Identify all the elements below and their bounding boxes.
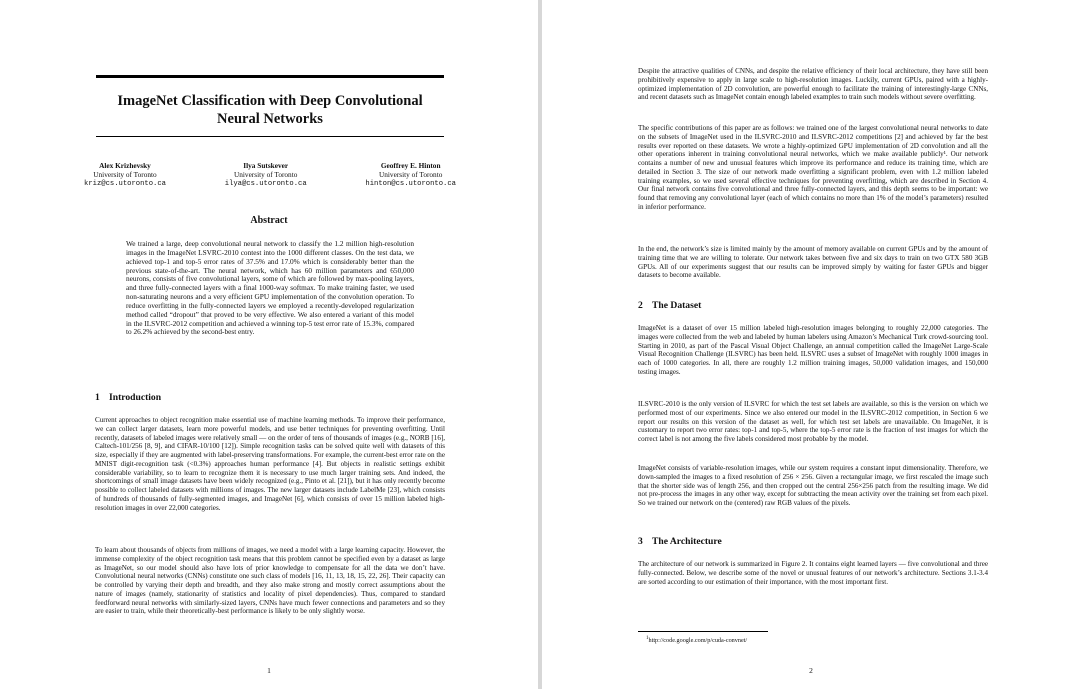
footnote-url[interactable]: http://code.google.com/p/cuda-convnet/ [648,637,748,645]
intro-paragraph-5: In the end, the network’s size is limited mainly by the amount of memory available on current GPUs and by the amount of training time that we are willing to tolerate. Our network takes between five and six days to train on two GTX 580 3GB GPUs. All of our experiments suggest that our results can be improved simply by waiting for faster GPUs and bigger datasets to become available. [638,245,988,280]
author-affiliation: University of Toronto [233,170,298,180]
architecture-paragraph: The architecture of our network is summarized in Figure 2. It contains eight learned layers — five convolutional and three fully-connected. Below, we describe some of the novel or unusual features of our network’s architecture. Sections 3.1-3.4 are sorted according to our estimation of their importance, with the most important first. [638,560,988,586]
footnote-mark: 1 [646,636,649,641]
footnote [646,636,747,644]
section-number: 2 [638,300,643,311]
intro-paragraph-4: The specific contributions of this paper are as follows: we trained one of the largest convolutional neural networks to date on the subsets of ImageNet used in the ILSVRC-2010 and ILSVRC-2012 competitions [2] and achieved by far the best results ever reported on these datasets. We wrote a highly-optimized GPU implementation of 2D convolution and all the other operations inherent in training convolutional neural networks, which we make available publicly¹. Our network contains a number of new and unusual features which improve its performance and reduce its training time, which are detailed in Section 3. The size of our network made overfitting a significant problem, even with 1.2 million labeled training examples, so we used several effective techniques for preventing overfitting, which are described in Section 4. Our final network contains five convolutional and three fully-connected layers, and this depth seems to be important: we found that removing any convolutional layer (each of which contains no more than 1% of the model’s parameters) resulted in inferior performance. [638,124,988,211]
author-block [84,161,456,189]
author-email: kriz@cs.utoronto.ca [84,179,166,188]
intro-paragraph-3: Despite the attractive qualities of CNNs, and despite the relative efficiency of their local architecture, they have still been prohibitively expensive to apply in large scale to high-resolution images. Luckily, current GPUs, paired with a highly-optimized implementation of 2D convolution, are powerful enough to facilitate the training of interestingly-large CNNs, and recent datasets such as ImageNet contain enough labeled examples to train such models without severe overfitting. [638,67,988,102]
section-heading-architecture [638,536,722,547]
intro-paragraph-1: Current approaches to object recognition make essential use of machine learning methods. To improve their performance, we can collect larger datasets, learn more powerful models, and use better techniques for preventing overfitting. Until recently, datasets of labeled images were relatively small — on the order of tens of thousands of images (e.g., NORB [16], Caltech-101/256 [8, 9], and CIFAR-10/100 [12]). Simple recognition tasks can be solved quite well with datasets of this size, especially if they are augmented with label-preserving transformations. For example, the current-best error rate on the MNIST digit-recognition task (<0.3%) approaches human performance [4]. But objects in realistic settings exhibit considerable variability, so to learn to recognize them it is necessary to use much larger training sets. And indeed, the shortcomings of small image datasets have been widely recognized (e.g., Pinto et al. [21]), but it has only recently become possible to collect labeled datasets with millions of images. The new larger datasets include LabelMe [23], which consists of hundreds of thousands of fully-segmented images, and ImageNet [6], which consists of over 15 million labeled high-resolution images in over 22,000 categories. [95,416,445,512]
dataset-paragraph-1: ImageNet is a dataset of over 15 million labeled high-resolution images belonging to roughly 22,000 categories. The images were collected from the web and labeled by human labelers using Amazon’s Mechanical Turk crowd-sourcing tool. Starting in 2010, as part of the Pascal Visual Object Challenge, an annual competition called the ImageNet Large-Scale Visual Recognition Challenge (ILSVRC) has been held. ILSVRC uses a subset of ImageNet with roughly 1000 images in each of 1000 categories. In all, there are roughly 1.2 million training images, 50,000 validation images, and 150,000 testing images. [638,324,988,376]
author-name: Geoffrey E. Hinton [380,161,441,170]
author-affiliation: University of Toronto [93,170,157,180]
footnote-rule [638,631,768,632]
section-number: 1 [95,392,100,403]
intro-paragraph-2: To learn about thousands of objects from millions of images, we need a model with a large learning capacity. However, the immense complexity of the object recognition task means that this problem cannot be specified even by a dataset as large as ImageNet, so our model should also have lots of prior knowledge to compensate for all the data we don’t have. Convolutional neural networks (CNNs) constitute one such class of models [16, 11, 13, 18, 15, 22, 26]. Their capacity can be controlled by varying their depth and breadth, and they also make strong and mostly correct assumptions about the nature of images (namely, stationarity of statistics and locality of pixel dependencies). Thus, compared to standard feedforward neural networks with similarly-sized layers, CNNs have much fewer connections and parameters and so they are easier to train, while their theoretically-best performance is likely to be only slightly worse. [95,546,445,616]
dataset-paragraph-3: ImageNet consists of variable-resolution images, while our system requires a constant input dimensionality. Therefore, we down-sampled the images to a fixed resolution of 256 × 256. Given a rectangular image, we first rescaled the image such that the shorter side was of length 256, and then cropped out the central 256×256 patch from the resulting image. We did not pre-process the images in any other way, except for subtracting the mean activity over the training set from each pixel. So we trained our network on the (centered) raw RGB values of the pixels. [638,464,988,507]
section-title: The Dataset [652,300,702,311]
author-1 [84,161,166,189]
dataset-paragraph-2: ILSVRC-2010 is the only version of ILSVRC for which the test set labels are available, so this is the version on which we performed most of our experiments. Since we also entered our model in the ILSVRC-2012 competition, in Section 6 we report our results on this version of the dataset as well, for which test set labels are unavailable. On ImageNet, it is customary to report two error rates: top-1 and top-5, where the top-5 error rate is the fraction of test images for which the correct label is not among the five labels considered most probable by the model. [638,400,988,443]
paper-title: ImageNet Classification with Deep Convolutional Neural Networks [117,93,423,127]
section-number: 3 [638,536,643,547]
page-number: 2 [809,666,813,675]
section-title: The Architecture [652,536,722,547]
paper-page-2 [542,0,1080,689]
abstract-heading: Abstract [250,215,288,226]
abstract-text: We trained a large, deep convolutional neural network to classify the 1.2 million high-resolution images in the ImageNet LSVRC-2010 contest into the 1000 different classes. On the test data, we achieved top-1 and top-5 error rates of 37.5% and 17.0% which is considerably better than the previous state-of-the-art. The neural network, which has 60 million parameters and 650,000 neurons, consists of five convolutional layers, some of which are followed by max-pooling layers, and three fully-connected layers with a final 1000-way softmax. To make training faster, we used non-saturating neurons and a very efficient GPU implementation of the convolution operation. To reduce overfitting in the fully-connected layers we employed a recently-developed regularization method called “dropout” that proved to be very effective. We also entered a variant of this model in the ILSVRC-2012 competition and achieved a winning top-5 test error rate of 15.3%, compared to 26.2% achieved by the second-best entry. [126,239,414,337]
author-email: ilya@cs.utoronto.ca [224,179,307,188]
author-affiliation: University of Toronto [378,170,443,180]
paper-page-1 [0,0,538,689]
page-number: 1 [267,666,271,675]
section-title: Introduction [109,392,162,403]
section-heading-dataset [638,300,701,311]
author-email: hinton@cs.utoronto.ca [365,179,456,188]
title-top-rule [96,75,444,78]
author-name: Alex Krizhevsky [99,161,151,170]
author-name: Ilya Sutskever [243,161,289,170]
author-3 [365,161,456,189]
section-heading-introduction [95,392,161,403]
author-2 [225,161,307,189]
title-bottom-rule [96,136,444,137]
